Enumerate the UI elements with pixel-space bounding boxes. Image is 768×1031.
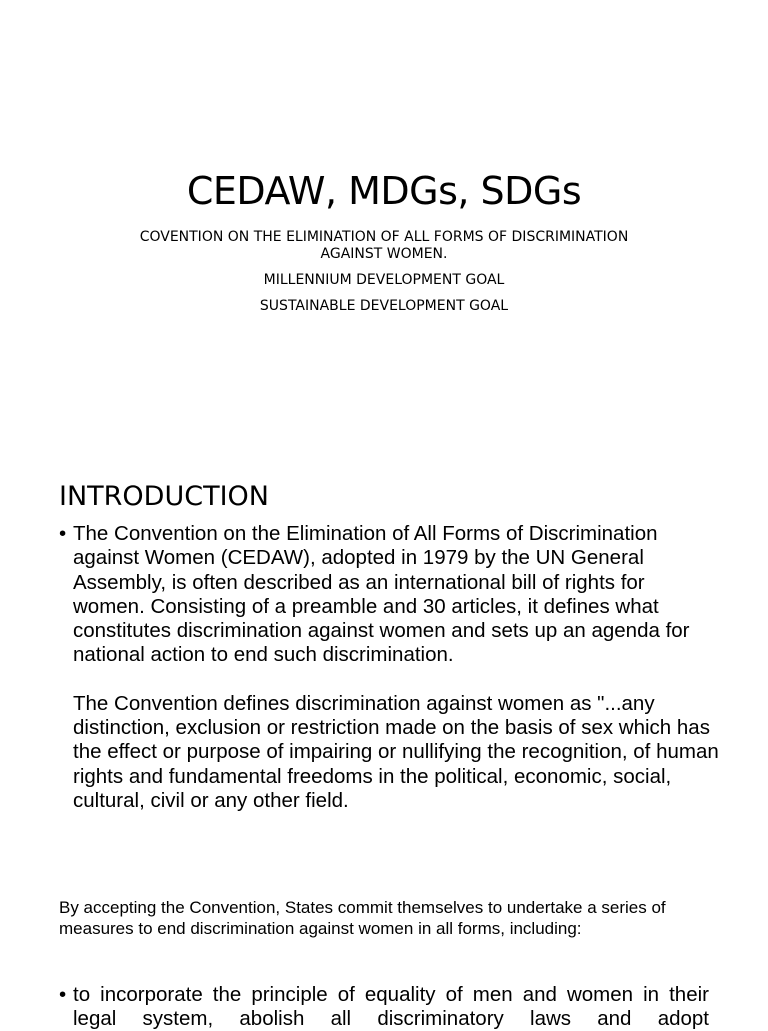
- bullet-marker: •: [59, 983, 67, 1006]
- slide-title: CEDAW, MDGs, SDGs: [186, 169, 582, 213]
- bullet-paragraph: The Convention on the Elimination of All Forms of Discrimination against Women (CEDAW), adopted in 1979 by the UN General Assembly, is often described as an international bill of rights for women. Consisting of a preamble and 30 articles, it defines what constitutes discrimination against women and sets up an agenda for national action to end such discrimination.: [73, 522, 690, 667]
- introduction-bullet: [59, 522, 719, 813]
- bullet-item: [59, 522, 719, 813]
- subtitle-line: SUSTAINABLE DEVELOPMENT GOAL: [259, 298, 509, 314]
- section-heading: INTRODUCTION: [59, 481, 269, 512]
- title-slide: [0, 0, 768, 462]
- introduction-slide: [0, 462, 768, 1030]
- subtitle-line: AGAINST WOMEN.: [320, 246, 448, 262]
- commitment-paragraph: By accepting the Convention, States commit themselves to undertake a series of measures to end discrimination against women in all forms, including:: [59, 898, 666, 938]
- subtitle-line: MILLENNIUM DEVELOPMENT GOAL: [263, 272, 505, 288]
- bullet-text: [73, 522, 719, 813]
- bullet-text: to incorporate the principle of equality of men and women in their legal system, abolish all discriminatory laws and adopt: [73, 983, 709, 1030]
- bullet-paragraph: The Convention defines discrimination against women as "...any distinction, exclusion or restriction made on the basis of sex which has the effect or purpose of impairing or nullifying the recognition, of human rights and fundamental freedoms in the political, economic, social, cultural, civil or any other field.: [73, 691, 719, 812]
- bullet-marker: •: [59, 522, 67, 545]
- subtitle-line: COVENTION ON THE ELIMINATION OF ALL FORMS OF DISCRIMINATION: [139, 229, 629, 245]
- slide-subtitle: [90, 229, 678, 315]
